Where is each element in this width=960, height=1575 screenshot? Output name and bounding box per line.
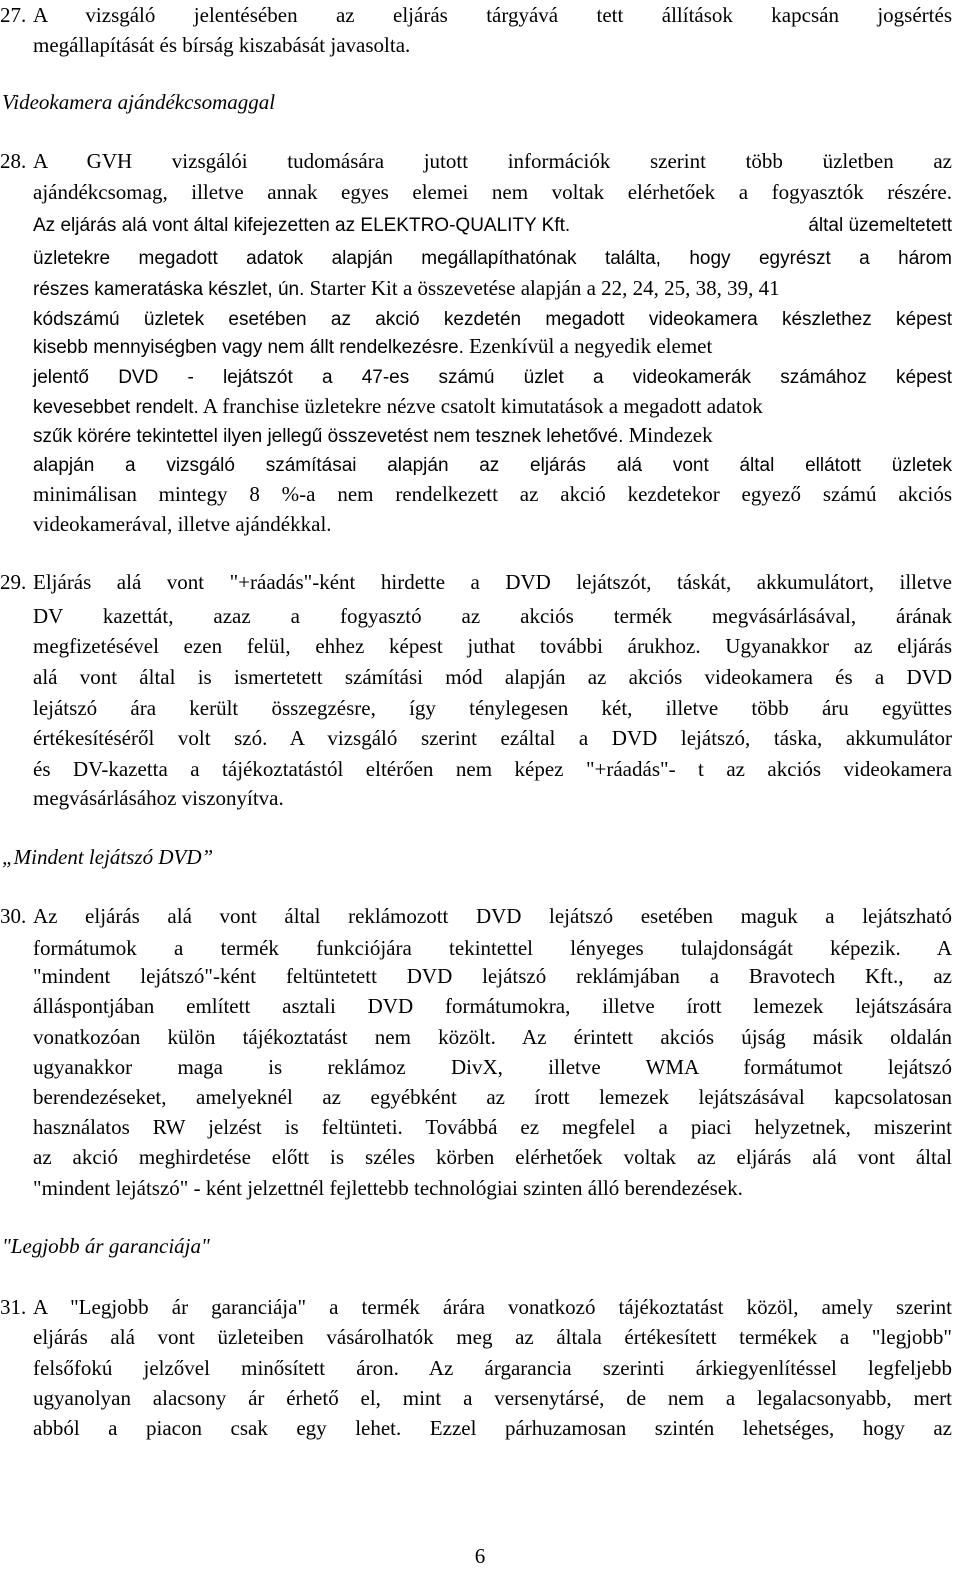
text-line: jelentő DVD - lejátszót a 47-es számú üzlet a videokamerák számához képest <box>33 367 952 388</box>
text-line: Az eljárás alá vont által kifejezetten az ELEKTRO-QUALITY Kft. <box>33 215 571 236</box>
text-line: és DV-kazetta a tájékoztatástól eltérően nem képez "+ráadás"- t az akciós videokamera <box>33 757 952 781</box>
text-line: kódszámú üzletek esetében az akció kezdetén megadott videokamera készlethez képest <box>33 309 952 330</box>
text-line: "mindent lejátszó"-ként feltüntetett DVD lejátszó reklámjában a Bravotech Kft., az <box>33 964 952 988</box>
text-line: üzletekre megadott adatok alapján megállapíthatónak találta, hogy egyrészt a három <box>33 248 952 269</box>
text-line: lejátszó ára került összegzésre, így ténylegesen két, illetve több áru együttes <box>33 696 952 720</box>
text-line: vonatkozóan külön tájékoztatást nem közölt. Az érintett akciós újság másik oldalán <box>33 1025 952 1049</box>
section-heading: Videokamera ajándékcsomaggal <box>2 90 276 114</box>
text-line: megvásárlásához viszonyítva. <box>33 786 284 810</box>
paragraph-number: 28. <box>0 149 27 173</box>
paragraph-number: 31. <box>0 1295 27 1319</box>
text-line: eljárás alá vont üzleteiben vásárolhatók meg az általa értékesített termékek a "legjobb" <box>33 1325 952 1349</box>
text-line: DV kazettát, azaz a fogyasztó az akciós termék megvásárlásával, árának <box>33 604 952 628</box>
text-line: ugyanakkor maga is reklámoz DivX, illetve WMA formátumot lejátszó <box>33 1055 952 1079</box>
section-heading: „Mindent lejátszó DVD” <box>2 845 214 869</box>
paragraph-number: 27. <box>0 3 27 27</box>
text-line: minimálisan mintegy 8 %-a nem rendelkezett az akció kezdetekor egyező számú akciós <box>33 482 952 506</box>
text-line: A GVH vizsgálói tudomására jutott információk szerint több üzletben az <box>33 149 952 173</box>
text-line: részes kameratáska készlet, ún. Starter Kit a összevetése alapján a 22, 24, 25, 38, 39, 41 <box>33 276 780 300</box>
text-line: ajándékcsomag, illetve annak egyes elemei nem voltak elérhetőek a fogyasztók részére. <box>33 180 952 204</box>
text-line: Az eljárás alá vont által reklámozott DVD lejátszó esetében maguk a lejátszható <box>33 904 952 928</box>
text-line: A vizsgáló jelentésében az eljárás tárgyává tett állítások kapcsán jogsértés <box>33 3 952 27</box>
text-line: A "Legjobb ár garanciája" a termék árára vonatkozó tájékoztatást közöl, amely szerint <box>33 1295 952 1319</box>
text-line: ugyanolyan alacsony ár érhető el, mint a versenytársé, de nem a legalacsonyabb, mert <box>33 1386 952 1410</box>
text-line: kisebb mennyiségben vagy nem állt rendelkezésre. Ezenkívül a negyedik elemet <box>33 334 713 358</box>
text-line: formátumok a termék funkciójára tekintettel lényeges tulajdonságát képezik. A <box>33 936 952 960</box>
text-line: kevesebbet rendelt. A franchise üzletekre nézve csatolt kimutatások a megadott adatok <box>33 394 763 418</box>
text-line: felsőfokú jelzővel minősített áron. Az árgarancia szerinti árkiegyenlítéssel legfeljebb <box>33 1356 952 1380</box>
text-line: megfizetésével ezen felül, ehhez képest juthat további árukhoz. Ugyanakkor az eljárás <box>33 634 952 658</box>
paragraph-number: 29. <box>0 570 27 594</box>
paragraph-number: 30. <box>0 904 27 928</box>
page-number: 6 <box>474 1544 486 1568</box>
text-line: szűk körére tekintettel ilyen jellegű összevetést nem tesznek lehetővé. Mindezek <box>33 423 713 447</box>
text-line: megállapítását és bírság kiszabását javasolta. <box>33 33 411 57</box>
text-line: "mindent lejátszó" - ként jelzettnél fejlettebb technológiai szinten álló berendezések. <box>33 1176 743 1200</box>
text-line: használatos RW jelzést is feltünteti. Továbbá ez megfelel a piaci helyzetnek, miszerint <box>33 1115 952 1139</box>
text-line: abból a piacon csak egy lehet. Ezzel párhuzamosan szintén lehetséges, hogy az <box>33 1416 952 1440</box>
text-line: értékesítéséről volt szó. A vizsgáló szerint ezáltal a DVD lejátszó, táska, akkumulátor <box>33 726 952 750</box>
text-line: Eljárás alá vont "+ráadás"-ként hirdette a DVD lejátszót, táskát, akkumulátort, illetve <box>33 570 952 594</box>
text-line: az akció meghirdetése előtt is széles körben elérhetőek voltak az eljárás alá vont által <box>33 1145 952 1169</box>
text-line: berendezéseket, amelyeknél az egyébként az írott lemezek lejátszásával kapcsolatosan <box>33 1085 952 1109</box>
text-line: által üzemeltetett <box>808 215 952 236</box>
text-line: alá vont által is ismertetett számítási mód alapján az akciós videokamera és a DVD <box>33 665 952 689</box>
text-line: alapján a vizsgáló számításai alapján az eljárás alá vont által ellátott üzletek <box>33 455 952 476</box>
text-line: álláspontjában említett asztali DVD formátumokra, illetve írott lemezek lejátszására <box>33 994 952 1018</box>
text-line: videokamerával, illetve ajándékkal. <box>33 512 332 536</box>
section-heading: "Legjobb ár garanciája" <box>2 1234 210 1258</box>
